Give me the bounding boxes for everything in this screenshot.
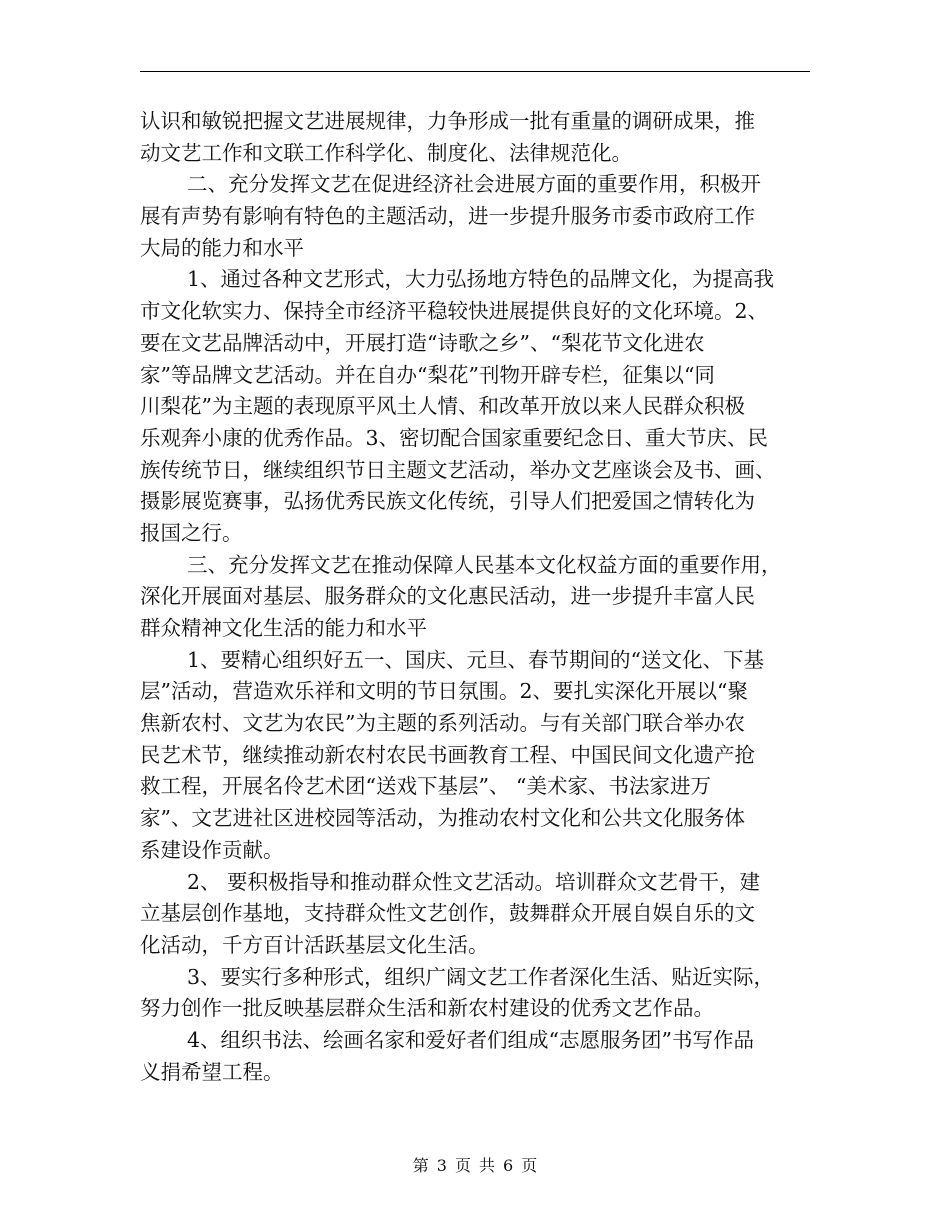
text-line: 摄影展览赛事，弘扬优秀民族文化传统，引导人们把爱国之情转化为 bbox=[140, 489, 755, 514]
text-line: 展有声势有影响有特色的主题活动，进一步提升服务市委市政府工作 bbox=[140, 204, 755, 229]
text-line: 市文化软实力、保持全市经济平稳较快进展提供良好的文化环境。2、 bbox=[140, 299, 769, 324]
text-line: 川梨花”为主题的表现原平风土人情、和改革开放以来人民群众积极 bbox=[140, 394, 745, 419]
text-line: 乐观奔小康的优秀作品。3、密切配合国家重要纪念日、重大节庆、民 bbox=[140, 425, 769, 450]
footer-suffix: 页 bbox=[521, 1156, 538, 1175]
footer-page-label: 页 bbox=[454, 1156, 471, 1175]
footer-total-label: 共 bbox=[479, 1156, 496, 1175]
text-line: 二、充分发挥文艺在促进经济社会进展方面的重要作用，积极开 bbox=[187, 172, 761, 197]
text-line: 报国之行。 bbox=[140, 520, 243, 545]
text-line: 大局的能力和水平 bbox=[140, 235, 304, 260]
text-line: 立基层创作基地，支持群众性文艺创作，鼓舞群众开展自娱自乐的文 bbox=[140, 901, 755, 926]
text-line: 家”、文艺进社区进校园等活动，为推动农村文化和公共文化服务体 bbox=[140, 806, 745, 831]
text-line: 义捐希望工程。 bbox=[140, 1059, 284, 1084]
text-line: 1、要精心组织好五一、国庆、元旦、春节期间的“送文化、下基 bbox=[187, 647, 765, 672]
footer-current-page: 3 bbox=[436, 1156, 447, 1175]
text-line: 4、组织书法、绘画名家和爱好者们组成“志愿服务团”书写作品 bbox=[187, 1027, 755, 1052]
text-line: 化活动，千方百计活跃基层文化生活。 bbox=[140, 932, 489, 957]
body-text bbox=[140, 106, 812, 1088]
text-line: 深化开展面对基层、服务群众的文化惠民活动，进一步提升丰富人民 bbox=[140, 584, 755, 609]
text-line: 2、 要积极指导和推动群众性文艺活动。培训群众文艺骨干，建 bbox=[187, 869, 761, 894]
text-line: 民艺术节，继续推动新农村农民书画教育工程、中国民间文化遗产抢 bbox=[140, 742, 755, 767]
text-line: 动文艺工作和文联工作科学化、制度化、法律规范化。 bbox=[140, 140, 632, 165]
text-line: 认识和敏锐把握文艺进展规律，力争形成一批有重量的调研成果，推 bbox=[140, 109, 755, 133]
text-line: 族传统节日，继续组织节日主题文艺活动，举办文艺座谈会及书、画、 bbox=[140, 457, 776, 482]
text-line: 1、通过各种文艺形式，大力弘扬地方特色的品牌文化，为提高我 bbox=[187, 267, 775, 292]
text-line: 家”等品牌文艺活动。并在自办“梨花”刊物开辟专栏，征集以“同 bbox=[140, 362, 715, 387]
text-line: 三、充分发挥文艺在推动保障人民基本文化权益方面的重要作用， bbox=[187, 552, 782, 577]
text-line: 要在文艺品牌活动中，开展打造“诗歌之乡”、“梨花节文化进农 bbox=[140, 330, 705, 355]
text-line: 系建设作贡献。 bbox=[140, 837, 284, 862]
text-line: 救工程，开展名伶艺术团“送戏下基层”、 “美术家、书法家进万 bbox=[140, 774, 711, 799]
text-line: 3、要实行多种形式，组织广阔文艺工作者深化生活、贴近实际， bbox=[187, 964, 775, 989]
text-line: 努力创作一批反映基层群众生活和新农村建设的优秀文艺作品。 bbox=[140, 996, 714, 1021]
footer-total-pages: 6 bbox=[503, 1156, 514, 1175]
text-line: 群众精神文化生活的能力和水平 bbox=[140, 616, 427, 640]
page-footer bbox=[0, 1153, 950, 1176]
text-line: 层”活动，营造欢乐祥和文明的节日氛围。2、要扎实深化开展以“聚 bbox=[140, 679, 749, 704]
header-rule bbox=[140, 71, 810, 72]
text-line: 焦新农村、文艺为农民”为主题的系列活动。与有关部门联合举办农 bbox=[140, 711, 745, 736]
footer-prefix: 第 bbox=[412, 1156, 429, 1175]
